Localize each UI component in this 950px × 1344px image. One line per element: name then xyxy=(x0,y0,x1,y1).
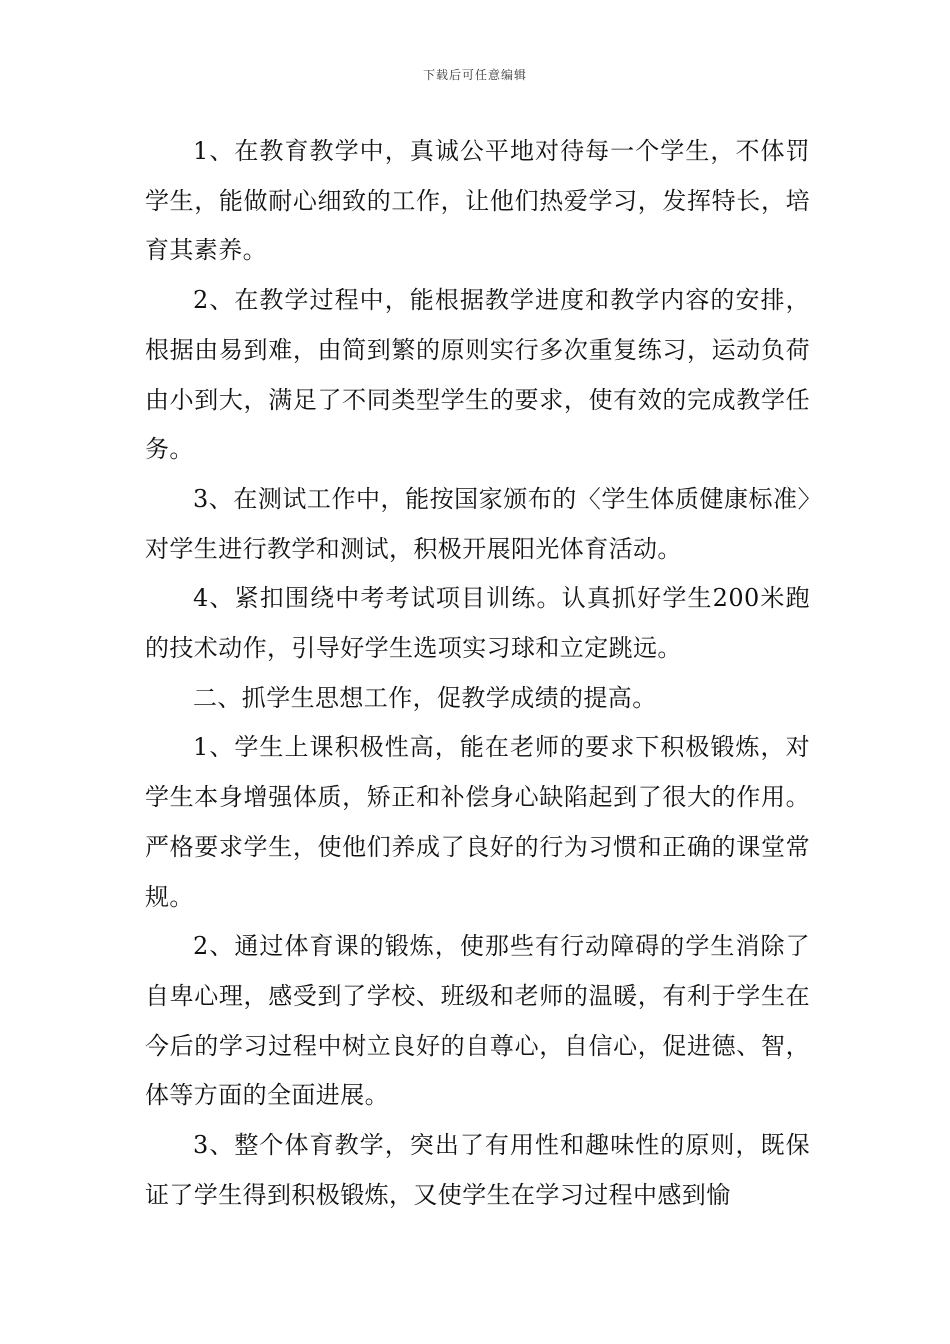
document-body xyxy=(145,127,810,1220)
paragraph-2: 2、在教学过程中，能根据教学进度和教学内容的安排，根据由易到难，由简到繁的原则实行多次重复练习，运动负荷由小到大，满足了不同类型学生的要求，使有效的完成教学任务。 xyxy=(145,286,810,464)
header-note: 下载后可任意编辑 xyxy=(422,68,527,82)
paragraph-7: 3、整个体育教学，突出了有用性和趣味性的原则，既保证了学生得到积极锻炼，又使学生在学习过程中感到愉 xyxy=(145,1131,810,1209)
section-heading: 二、抓学生思想工作，促教学成绩的提高。 xyxy=(193,683,657,712)
paragraph-3: 3、在测试工作中，能按国家颁布的〈学生体质健康标准〉对学生进行教学和测试，积极开展阳光体育活动。 xyxy=(145,484,810,563)
paragraph-6: 2、通过体育课的锻炼，使那些有行动障碍的学生消除了自卑心理，感受到了学校、班级和老师的温暖，有利于学生在今后的学习过程中树立良好的自尊心，自信心，促进德、智，体等方面的全面进展。 xyxy=(145,932,810,1110)
paragraph-1: 1、在教育教学中，真诚公平地对待每一个学生，不体罚学生，能做耐心细致的工作，让他们热爱学习，发挥特长，培育其素养。 xyxy=(145,137,810,265)
paragraph-5: 1、学生上课积极性高，能在老师的要求下积极锻炼，对学生本身增强体质，矫正和补偿身心缺陷起到了很大的作用。严格要求学生，使他们养成了良好的行为习惯和正确的课堂常规。 xyxy=(145,733,810,911)
paragraph-4: 4、紧扣围绕中考考试项目训练。认真抓好学生200米跑的技术动作，引导好学生选项实习球和立定跳远。 xyxy=(145,584,810,663)
